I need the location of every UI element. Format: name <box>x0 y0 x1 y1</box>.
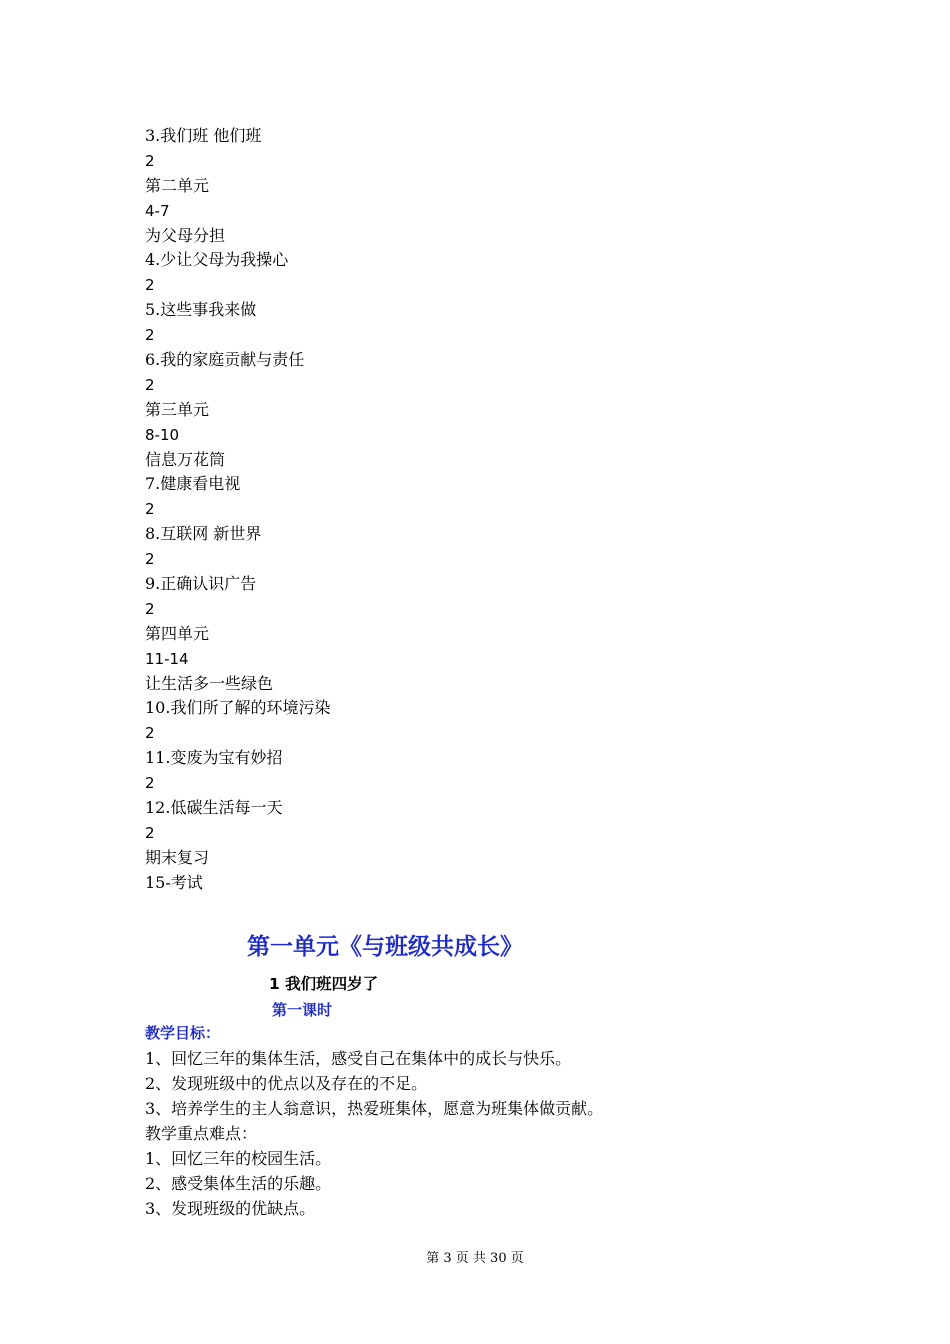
toc-line: 7.健康看电视 <box>145 474 241 494</box>
toc-line: 10.我们所了解的环境污染 <box>145 698 331 718</box>
toc-line: 6.我的家庭贡献与责任 <box>145 350 305 370</box>
toc-line: 2 <box>145 375 155 394</box>
body-line: 3、发现班级的优缺点。 <box>145 1199 316 1218</box>
toc-line: 2 <box>145 550 155 569</box>
toc-line: 2 <box>145 599 155 618</box>
body-line: 2、发现班级中的优点以及存在的不足。 <box>145 1074 428 1093</box>
toc-line: 2 <box>145 823 155 842</box>
body-line: 教学重点难点： <box>145 1124 258 1143</box>
table-of-contents <box>145 124 745 896</box>
toc-line: 11.变废为宝有妙招 <box>145 748 283 768</box>
toc-line: 为父母分担 <box>145 225 226 245</box>
lesson-title: 1 我们班四岁了 <box>269 975 379 993</box>
toc-line: 12.低碳生活每一天 <box>145 798 283 818</box>
body-line: 1、回忆三年的校园生活。 <box>145 1149 332 1168</box>
toc-line: 期末复习 <box>145 847 210 867</box>
toc-line: 2 <box>145 326 155 345</box>
toc-line: 2 <box>145 151 155 170</box>
section-heading: 教学目标： <box>145 1024 221 1042</box>
toc-line: 2 <box>145 276 155 295</box>
toc-line: 4-7 <box>145 201 170 220</box>
toc-line: 4.少让父母为我操心 <box>145 250 289 270</box>
toc-line: 8-10 <box>145 425 180 444</box>
toc-line: 8.互联网 新世界 <box>145 524 262 544</box>
toc-line: 15-考试 <box>145 872 203 892</box>
toc-line: 2 <box>145 500 155 519</box>
lesson-subtitle: 第一课时 <box>272 1001 333 1019</box>
toc-line: 2 <box>145 724 155 743</box>
toc-line: 第三单元 <box>145 399 210 419</box>
unit-title: 第一单元《与班级共成长》 <box>247 934 523 960</box>
toc-line: 让生活多一些绿色 <box>145 673 274 693</box>
toc-line: 第二单元 <box>145 175 210 195</box>
toc-line: 2 <box>145 774 155 793</box>
body-line: 2、感受集体生活的乐趣。 <box>145 1174 332 1193</box>
toc-line: 第四单元 <box>145 623 210 643</box>
toc-line: 9.正确认识广告 <box>145 574 257 594</box>
toc-line: 11-14 <box>145 649 189 668</box>
toc-line: 3.我们班 他们班 <box>145 126 262 145</box>
toc-line: 5.这些事我来做 <box>145 300 257 320</box>
body-line: 3、培养学生的主人翁意识，热爱班集体，愿意为班集体做贡献。 <box>145 1099 604 1118</box>
toc-line: 信息万花筒 <box>145 449 226 469</box>
lesson-body <box>145 1021 845 1221</box>
page-footer: 第 3 页 共 30 页 <box>426 1251 524 1266</box>
body-line: 1、回忆三年的集体生活，感受自己在集体中的成长与快乐。 <box>145 1049 572 1068</box>
